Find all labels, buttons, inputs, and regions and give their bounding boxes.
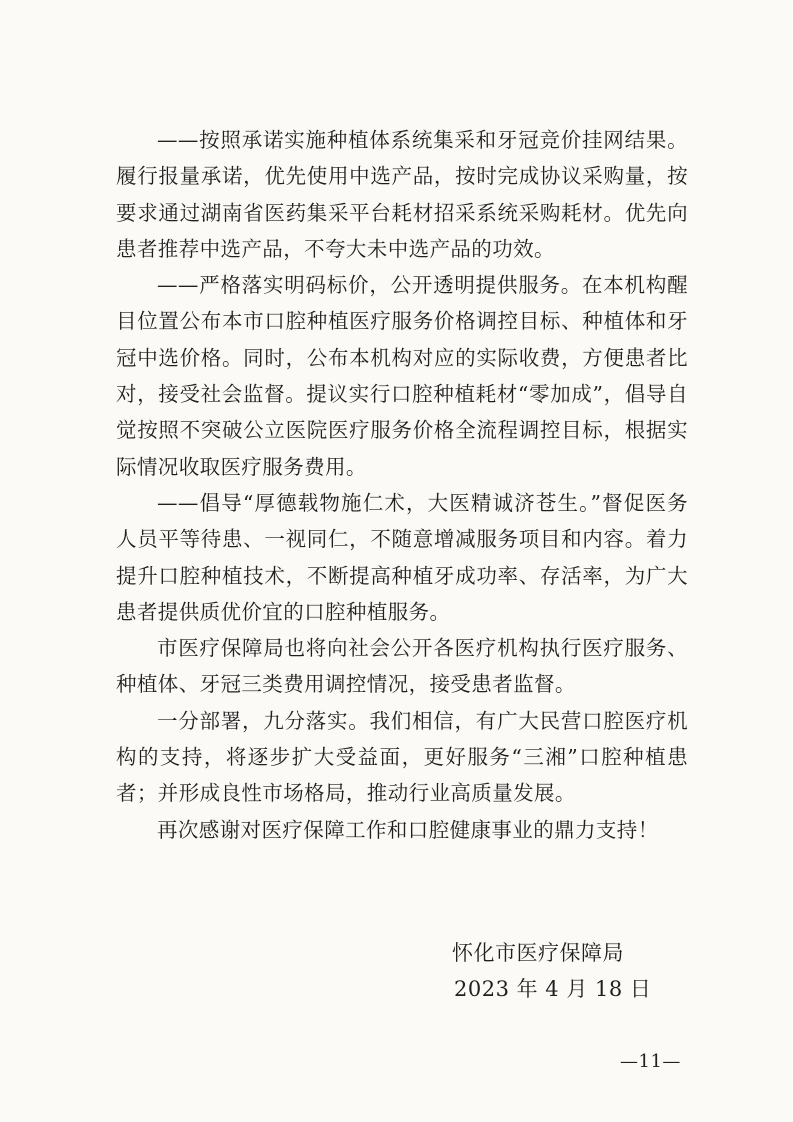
- paragraph-public-supervision: 市医疗保障局也将向社会公开各医疗机构执行医疗服务、种植体、牙冠三类费用调控情况，接受患者监督。: [116, 636, 688, 697]
- paragraph-price-transparency: ——严格落实明码标价，公开透明提供服务。在本机构醒目位置公布本市口腔种植医疗服务价格调控目标、种植体和牙冠中选价格。同时，公布本机构对应的实际收费，方便患者比对，接受社会监督。提议实行口腔种植耗材“零加成”，倡导自觉按照不突破公立医院医疗服务价格全流程调控目标，根据实际情况收取医疗服务费用。: [116, 273, 688, 479]
- signature-block: [452, 935, 672, 1007]
- signature-organization: 怀化市医疗保障局: [452, 941, 624, 965]
- paragraph-medical-ethics: ——倡导“厚德载物施仁术，大医精诚济苍生。”督促医务人员平等待患、一视同仁，不随意增减服务项目和内容。着力提升口腔种植技术，不断提高种植牙成功率、存活率，为广大患者提供质优价宜的口腔种植服务。: [116, 490, 688, 624]
- document-body: [116, 122, 688, 848]
- paragraph-thanks: 再次感谢对医疗保障工作和口腔健康事业的鼎力支持！: [157, 817, 659, 842]
- signature-date: 2023 年 4 月 18 日: [454, 977, 652, 1001]
- paragraph-implementation: 一分部署，九分落实。我们相信，有广大民营口腔医疗机构的支持，将逐步扩大受益面，更好服务“三湘”口腔种植患者；并形成良性市场格局，推动行业高质量发展。: [116, 708, 688, 806]
- paragraph-procurement: ——按照承诺实施种植体系统集采和牙冠竞价挂网结果。履行报量承诺，优先使用中选产品，按时完成协议采购量，按要求通过湖南省医药集采平台耗材招采系统采购耗材。优先向患者推荐中选产品，不夸大未中选产品的功效。: [116, 128, 688, 261]
- page-number: —11—: [620, 1051, 681, 1072]
